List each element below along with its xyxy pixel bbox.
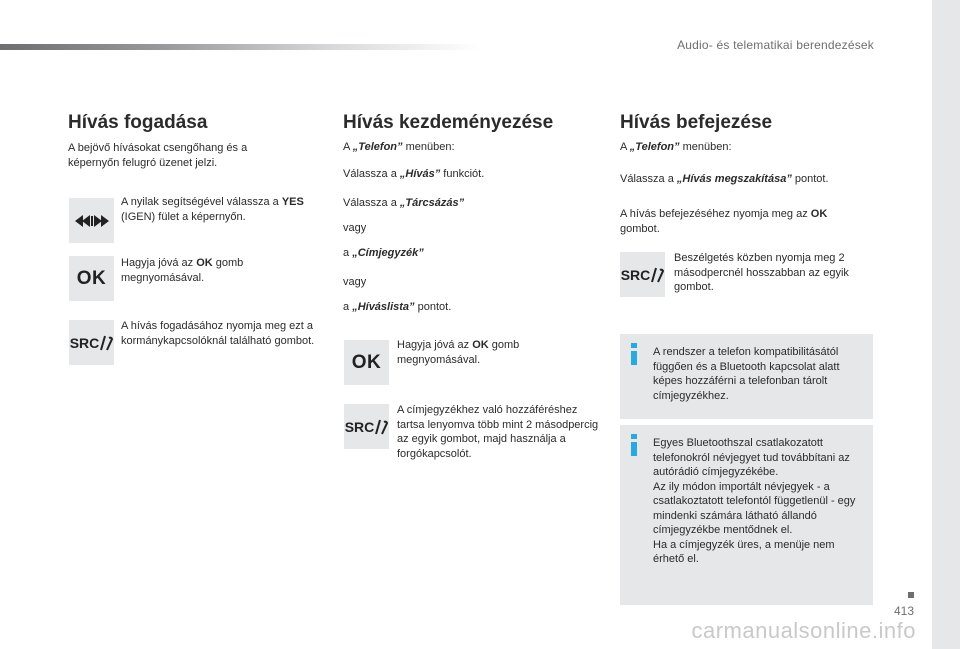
end-line-telefon: A „Telefon” menüben:	[620, 141, 732, 153]
end-line-ok: A hívás befejezéséhez nyomja meg az OK gombot.	[620, 208, 828, 235]
make-step-ok: Hagyja jóvá az OK gomb megnyomásával.	[397, 339, 520, 366]
receive-step-ok: Hagyja jóvá az OK gomb megnyomásával.	[121, 257, 244, 284]
src-steering-button-icon-3	[620, 252, 665, 297]
end-step-src: Beszélgetés közben nyomja meg 2 másodpercnél hosszabban az egyik gombot.	[674, 252, 849, 293]
make-line-hivas: Válassza a „Hívás” funkciót.	[343, 168, 485, 180]
make-line-hivaslista: a „Híváslista” pontot.	[343, 301, 452, 313]
end-line-megszakitas: Válassza a „Hívás megszakítása” pontot.	[620, 173, 829, 185]
ok-icon-label: OK	[76, 267, 107, 289]
ok-icon-label: OK	[351, 351, 382, 373]
make-line-cimjegyzek: a „Címjegyzék”	[343, 247, 424, 259]
ok-button-icon-2	[344, 340, 389, 385]
src-icon-label: SRC	[620, 266, 651, 283]
info-text-contacts: Egyes Bluetoothszal csatlakozatott telefonokról névjegyet tud továbbítani az autórádió címjegyzékébe. Az ily módon importált névjegyek - a csatlakoztatott telefontól függetlenül - egy mindenki számára látható állandó címjegyzékbe mentődnek el. Ha a címjegyzék üres, a menüje nem érhető el.	[653, 437, 856, 565]
header-title: Audio- és telematikai berendezések	[677, 38, 874, 52]
make-step-src: A címjegyzékhez való hozzáféréshez tartsa lenyomva több mint 2 másodpercig az egyik gombot, majd használja a forgókapcsolót.	[397, 404, 599, 460]
src-steering-button-icon-2	[344, 404, 389, 449]
info-box-compatibility	[620, 334, 873, 419]
make-line-telefon: A „Telefon” menüben:	[343, 141, 455, 153]
watermark: carmanualsonline.info	[691, 618, 916, 643]
make-or-1: vagy	[343, 222, 367, 234]
page-edge-tab	[932, 0, 960, 649]
info-box-contacts	[620, 425, 873, 605]
section-title-end-call: Hívás befejezése	[620, 112, 773, 133]
receive-step-arrows: A nyilak segítségével válassza a YES (IGEN) fület a képernyőn.	[121, 196, 304, 223]
arrow-keys-icon	[69, 198, 114, 243]
section-title-receive-call: Hívás fogadása	[68, 112, 208, 133]
src-steering-button-icon	[69, 320, 114, 365]
src-icon-label: SRC	[69, 334, 100, 351]
info-icon	[628, 343, 640, 365]
page-number: 413	[893, 604, 914, 618]
receive-step-src: A hívás fogadásához nyomja meg ezt a kormánykapcsolóknál található gombot.	[121, 320, 315, 347]
section-title-make-call: Hívás kezdeményezése	[343, 112, 554, 133]
header-gradient-bar	[0, 44, 480, 50]
info-icon	[628, 434, 640, 456]
ok-button-icon	[69, 256, 114, 301]
receive-intro: A bejövő hívásokat csengőhang és a képernyőn felugró üzenet jelzi.	[68, 142, 248, 169]
page-marker	[908, 592, 914, 598]
make-line-tarcsazas: Válassza a „Tárcsázás”	[343, 197, 465, 209]
make-or-2: vagy	[343, 276, 367, 288]
info-text-compatibility: A rendszer a telefon kompatibilitásától függően és a Bluetooth kapcsolat alatt képes hozzáférni a telefonban tárolt címjegyzékhez.	[653, 346, 840, 402]
src-icon-label: SRC	[344, 418, 375, 435]
